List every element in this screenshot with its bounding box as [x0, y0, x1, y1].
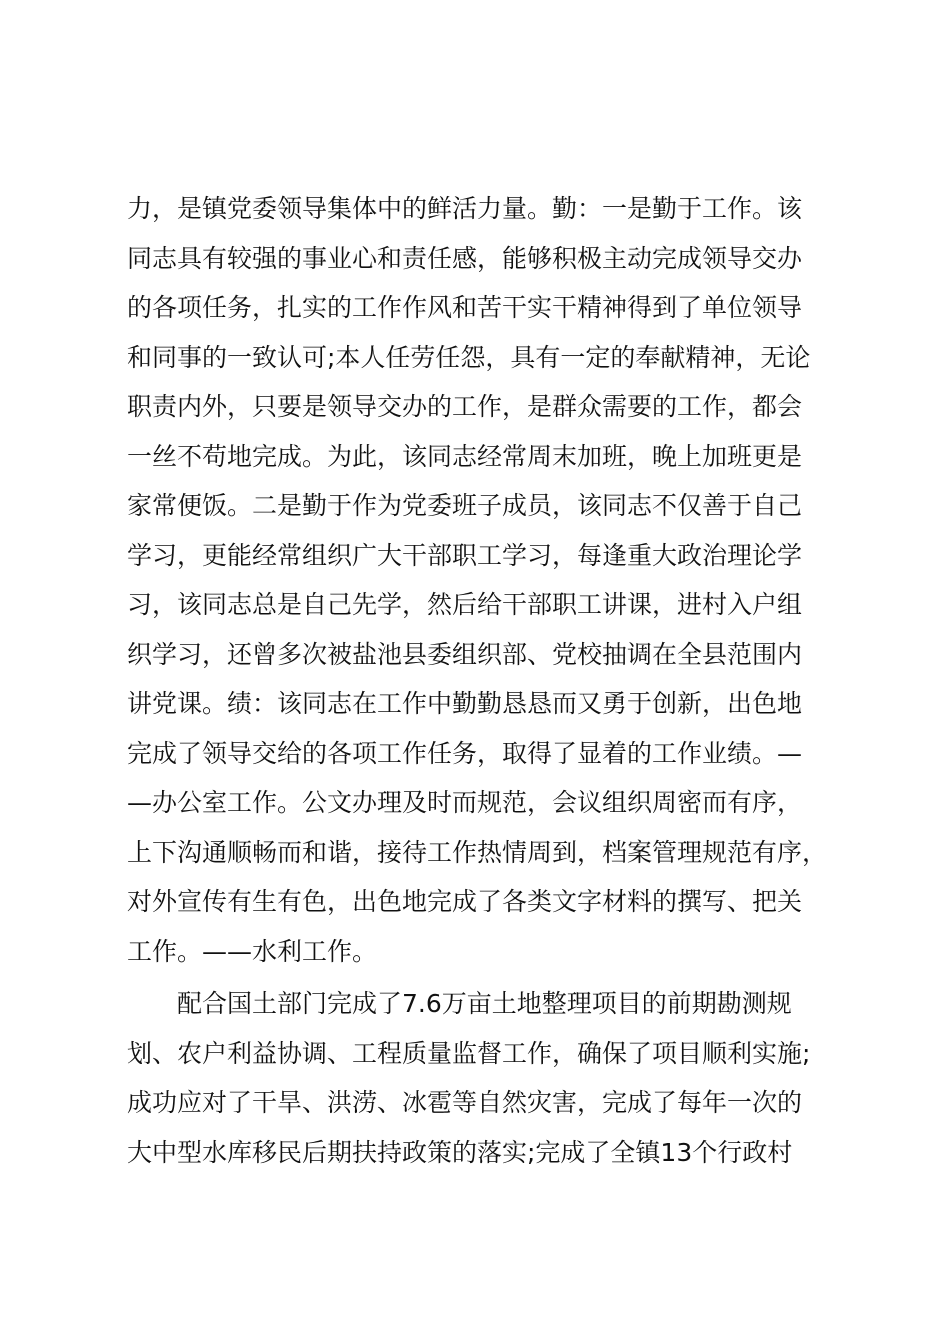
text-line: 一丝不苟地完成。为此，该同志经常周末加班，晚上加班更是	[127, 441, 803, 471]
text-line: 同志具有较强的事业心和责任感，能够积极主动完成领导交办	[127, 243, 803, 273]
text-line: 成功应对了干旱、洪涝、冰雹等自然灾害，完成了每年一次的	[127, 1088, 803, 1117]
text-line: 讲党课。绩：该同志在工作中勤勤恳恳而又勇于创新，出色地	[127, 689, 803, 718]
text-line: 习，该同志总是自己先学，然后给干部职工讲课，进村入户组	[127, 590, 803, 619]
text-line: 学习，更能经常组织广大干部职工学习，每逢重大政治理论学	[127, 540, 803, 570]
paragraph	[127, 184, 857, 976]
text-line: —办公室工作。公文办理及时而规范，会议组织周密而有序，	[127, 788, 803, 817]
text-line: 职责内外，只要是领导交办的工作，是群众需要的工作，都会	[127, 392, 803, 421]
text-line: 的各项任务，扎实的工作作风和苦干实干精神得到了单位领导	[127, 293, 803, 322]
text-line: 和同事的一致认可;本人任劳任怨，具有一定的奉献精神，无论	[127, 342, 811, 372]
text-line: 织学习，还曾多次被盐池县委组织部、党校抽调在全县范围内	[127, 639, 803, 669]
text-line: 对外宣传有生有色，出色地完成了各类文字材料的撰写、把关	[127, 887, 803, 916]
paragraph	[127, 979, 857, 1177]
body-text	[127, 184, 857, 1177]
text-line: 上下沟通顺畅而和谐，接待工作热情周到，档案管理规范有序，	[127, 837, 828, 867]
text-line: 家常便饭。二是勤于作为党委班子成员，该同志不仅善于自己	[127, 491, 803, 520]
text-line: 工作。——水利工作。	[127, 936, 378, 966]
text-line: 力，是镇党委领导集体中的鲜活力量。勤：一是勤于工作。该	[127, 194, 803, 223]
text-line: 大中型水库移民后期扶持政策的落实;完成了全镇13个行政村	[127, 1137, 793, 1167]
text-line: 完成了领导交给的各项工作任务，取得了显着的工作业绩。—	[127, 738, 803, 768]
text-line: 划、农户利益协调、工程质量监督工作，确保了项目顺利实施;	[127, 1038, 811, 1068]
text-line: 配合国土部门完成了7.6万亩土地整理项目的前期勘测规	[127, 989, 792, 1018]
